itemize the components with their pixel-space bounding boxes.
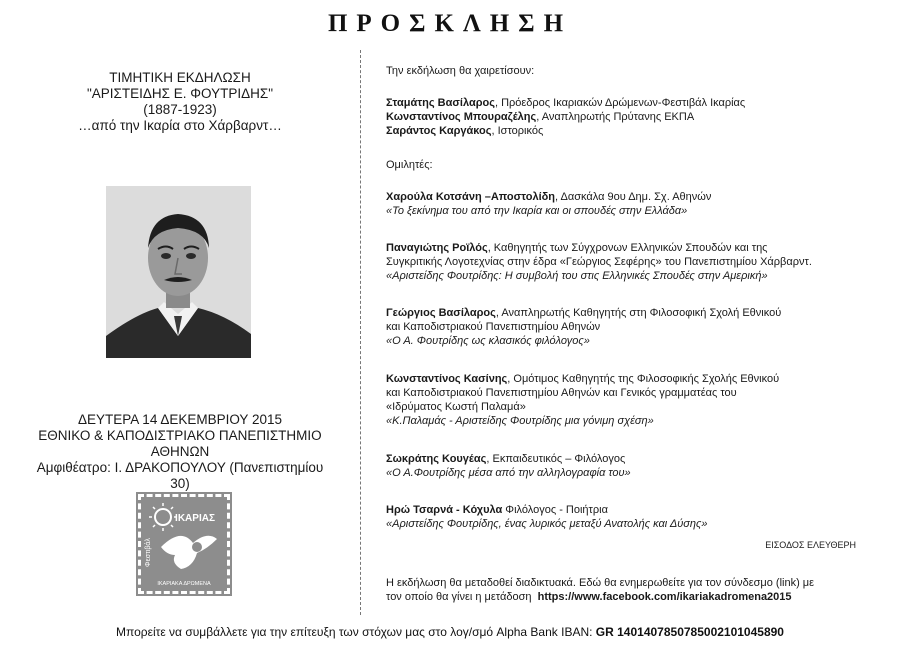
speaker-role: , Καθηγητής των Σύγχρονων Ελληνικών Σπουδών και της bbox=[487, 242, 768, 254]
speaker-block bbox=[386, 190, 881, 218]
speaker-role-continued: και Καποδιστριακού Πανεπιστημίου Αθηνών bbox=[386, 321, 601, 333]
greeter-item bbox=[386, 96, 881, 110]
greeter-name: Σταμάτης Βασίλαρος bbox=[386, 97, 495, 109]
speaker-role: , Ομότιμος Καθηγητής της Φιλοσοφικής Σχολής Εθνικού bbox=[507, 373, 780, 385]
speaker-name: Παναγιώτης Ροϊλός bbox=[386, 242, 488, 254]
greeter-name: Σαράντος Καργάκος bbox=[386, 125, 492, 137]
stream-text: Η εκδήλωση θα μεταδοθεί διαδικτυακά. Εδώ θα ενημερωθείτε για τον σύνδεσμο (link) με bbox=[386, 577, 815, 589]
footer-text: Μπορείτε να συμβάλλετε για την επίτευξη των στόχων μας στο λογ/σμό Alpha Bank IBAN: bbox=[116, 625, 593, 639]
speaker-block bbox=[386, 372, 881, 428]
speaker-role: Φιλόλογος - Ποιήτρια bbox=[502, 504, 608, 516]
event-date: ΔΕΥΤΕΡΑ 14 ΔΕΚΕΜΒΡΙΟΥ 2015 bbox=[78, 412, 282, 427]
speaker-topic: «Το ξεκίνημα του από την Ικαρία και οι σπουδές στην Ελλάδα» bbox=[386, 205, 688, 217]
svg-text:ΙΚΑΡΙΑΣ: ΙΚΑΡΙΑΣ bbox=[175, 513, 215, 524]
speaker-role: , Εκπαιδευτικός – Φιλόλογος bbox=[486, 453, 626, 465]
event-heading bbox=[30, 70, 330, 134]
speaker-name: Ηρώ Τσαρνά - Κόχυλα bbox=[386, 504, 503, 516]
event-hall: Αμφιθέατρο: Ι. ΔΡΑΚΟΠΟΥΛΟΥ (Πανεπιστημίου 30) bbox=[36, 460, 324, 491]
footer-donation bbox=[0, 625, 900, 639]
footer-iban: GR 1401407850785002101045890 bbox=[595, 625, 784, 639]
greeter-role: , Πρόεδρος Ικαριακών Δρώμενων-Φεστιβάλ Ικαρίας bbox=[494, 97, 746, 109]
speaker-role-continued: και Καποδιστριακού Πανεπιστημίου Αθηνών και Γενικός γραμματέας του bbox=[386, 387, 737, 399]
speaker-block bbox=[386, 503, 881, 531]
speaker-name: Σωκράτης Κουγέας bbox=[386, 453, 487, 465]
speaker-block bbox=[386, 452, 881, 480]
greetings-heading: Την εκδήλωση θα χαιρετίσουν: bbox=[386, 65, 535, 77]
greeter-role: , Ιστορικός bbox=[491, 125, 544, 137]
free-entry-note: ΕΙΣΟΔΟΣ ΕΛΕΥΘΕΡΗ bbox=[765, 540, 856, 550]
event-institution: ΕΘΝΙΚΟ & ΚΑΠΟΔΙΣΤΡΙΑΚΟ ΠΑΝΕΠΙΣΤΗΜΙΟ ΑΘΗΝΩΝ bbox=[38, 428, 322, 459]
speaker-name: Γεώργιος Βασίλαρος bbox=[386, 307, 496, 319]
event-years: (1887-1923) bbox=[143, 102, 217, 117]
svg-text:ΙΚΑΡΙΑΚΑ ΔΡΩΜΕΝΑ: ΙΚΑΡΙΑΚΑ ΔΡΩΜΕΝΑ bbox=[157, 581, 211, 587]
speaker-role: , Αναπληρωτής Καθηγητής στη Φιλοσοφική Σχολή Εθνικού bbox=[495, 307, 782, 319]
speakers-heading: Ομιλητές: bbox=[386, 159, 433, 171]
greetings-section bbox=[386, 64, 881, 78]
speaker-topic: «Ο Α. Φουτρίδης ως κλασικός φιλόλογος» bbox=[386, 335, 590, 347]
svg-text:Φεστιβάλ: Φεστιβάλ bbox=[145, 538, 152, 567]
speaker-block bbox=[386, 306, 881, 348]
speaker-topic: «Ο Α.Φουτρίδης μέσα από την αλληλογραφία του» bbox=[386, 467, 631, 479]
greeter-item bbox=[386, 124, 881, 138]
speaker-topic: «Αριστείδης Φουτρίδης: Η συμβολή του στις Ελληνικές Σπουδές στην Αμερική» bbox=[386, 270, 768, 282]
event-type: ΤΙΜΗΤΙΚΗ ΕΚΔΗΛΩΣΗ bbox=[109, 70, 251, 85]
speaker-name: Χαρούλα Κοτσάνη –Αποστολίδη bbox=[386, 191, 556, 203]
stream-link[interactable]: https://www.facebook.com/ikariakadromena2015 bbox=[537, 591, 792, 603]
speaker-topic: «Κ.Παλαμάς - Αριστείδης Φουτρίδης μια γόνιμη σχέση» bbox=[386, 415, 654, 427]
speaker-topic: «Αριστείδης Φουτρίδης, ένας λυρικός μεταξύ Ανατολής και Δύσης» bbox=[386, 518, 708, 530]
speaker-block bbox=[386, 241, 881, 283]
festival-logo bbox=[138, 494, 230, 594]
page-title: ΠΡΟΣΚΛΗΣΗ bbox=[327, 10, 573, 37]
event-subtitle: …από την Ικαρία στο Χάρβαρντ… bbox=[78, 118, 282, 133]
portrait-photo bbox=[106, 186, 251, 358]
speaker-role: , Δασκάλα 9ου Δημ. Σχ. Αθηνών bbox=[555, 191, 712, 203]
greetings-list bbox=[386, 96, 881, 138]
greeter-item bbox=[386, 110, 881, 124]
stream-info bbox=[386, 576, 881, 604]
speaker-role-continued: «Ιδρύματος Κωστή Παλαμά» bbox=[386, 401, 526, 413]
event-honoree: "ΑΡΙΣΤΕΙΔΗΣ Ε. ΦΟΥΤΡΙΔΗΣ" bbox=[86, 86, 273, 101]
greeter-name: Κωνσταντίνος Μπουραζέλης bbox=[386, 111, 537, 123]
column-divider bbox=[360, 50, 361, 615]
greeter-role: , Αναπληρωτής Πρύτανης ΕΚΠΑ bbox=[536, 111, 695, 123]
portrait-illustration bbox=[106, 186, 251, 358]
speaker-name: Κωνσταντίνος Κασίνης bbox=[386, 373, 508, 385]
stream-text-continued: τον οποίο θα γίνει η μετάδοση bbox=[386, 591, 532, 603]
festival-logo-graphic bbox=[141, 497, 227, 591]
speaker-role-continued: Συγκριτικής Λογοτεχνίας στην έδρα «Γεώργιος Σεφέρης» του Πανεπιστημίου Χάρβαρντ. bbox=[386, 256, 812, 268]
